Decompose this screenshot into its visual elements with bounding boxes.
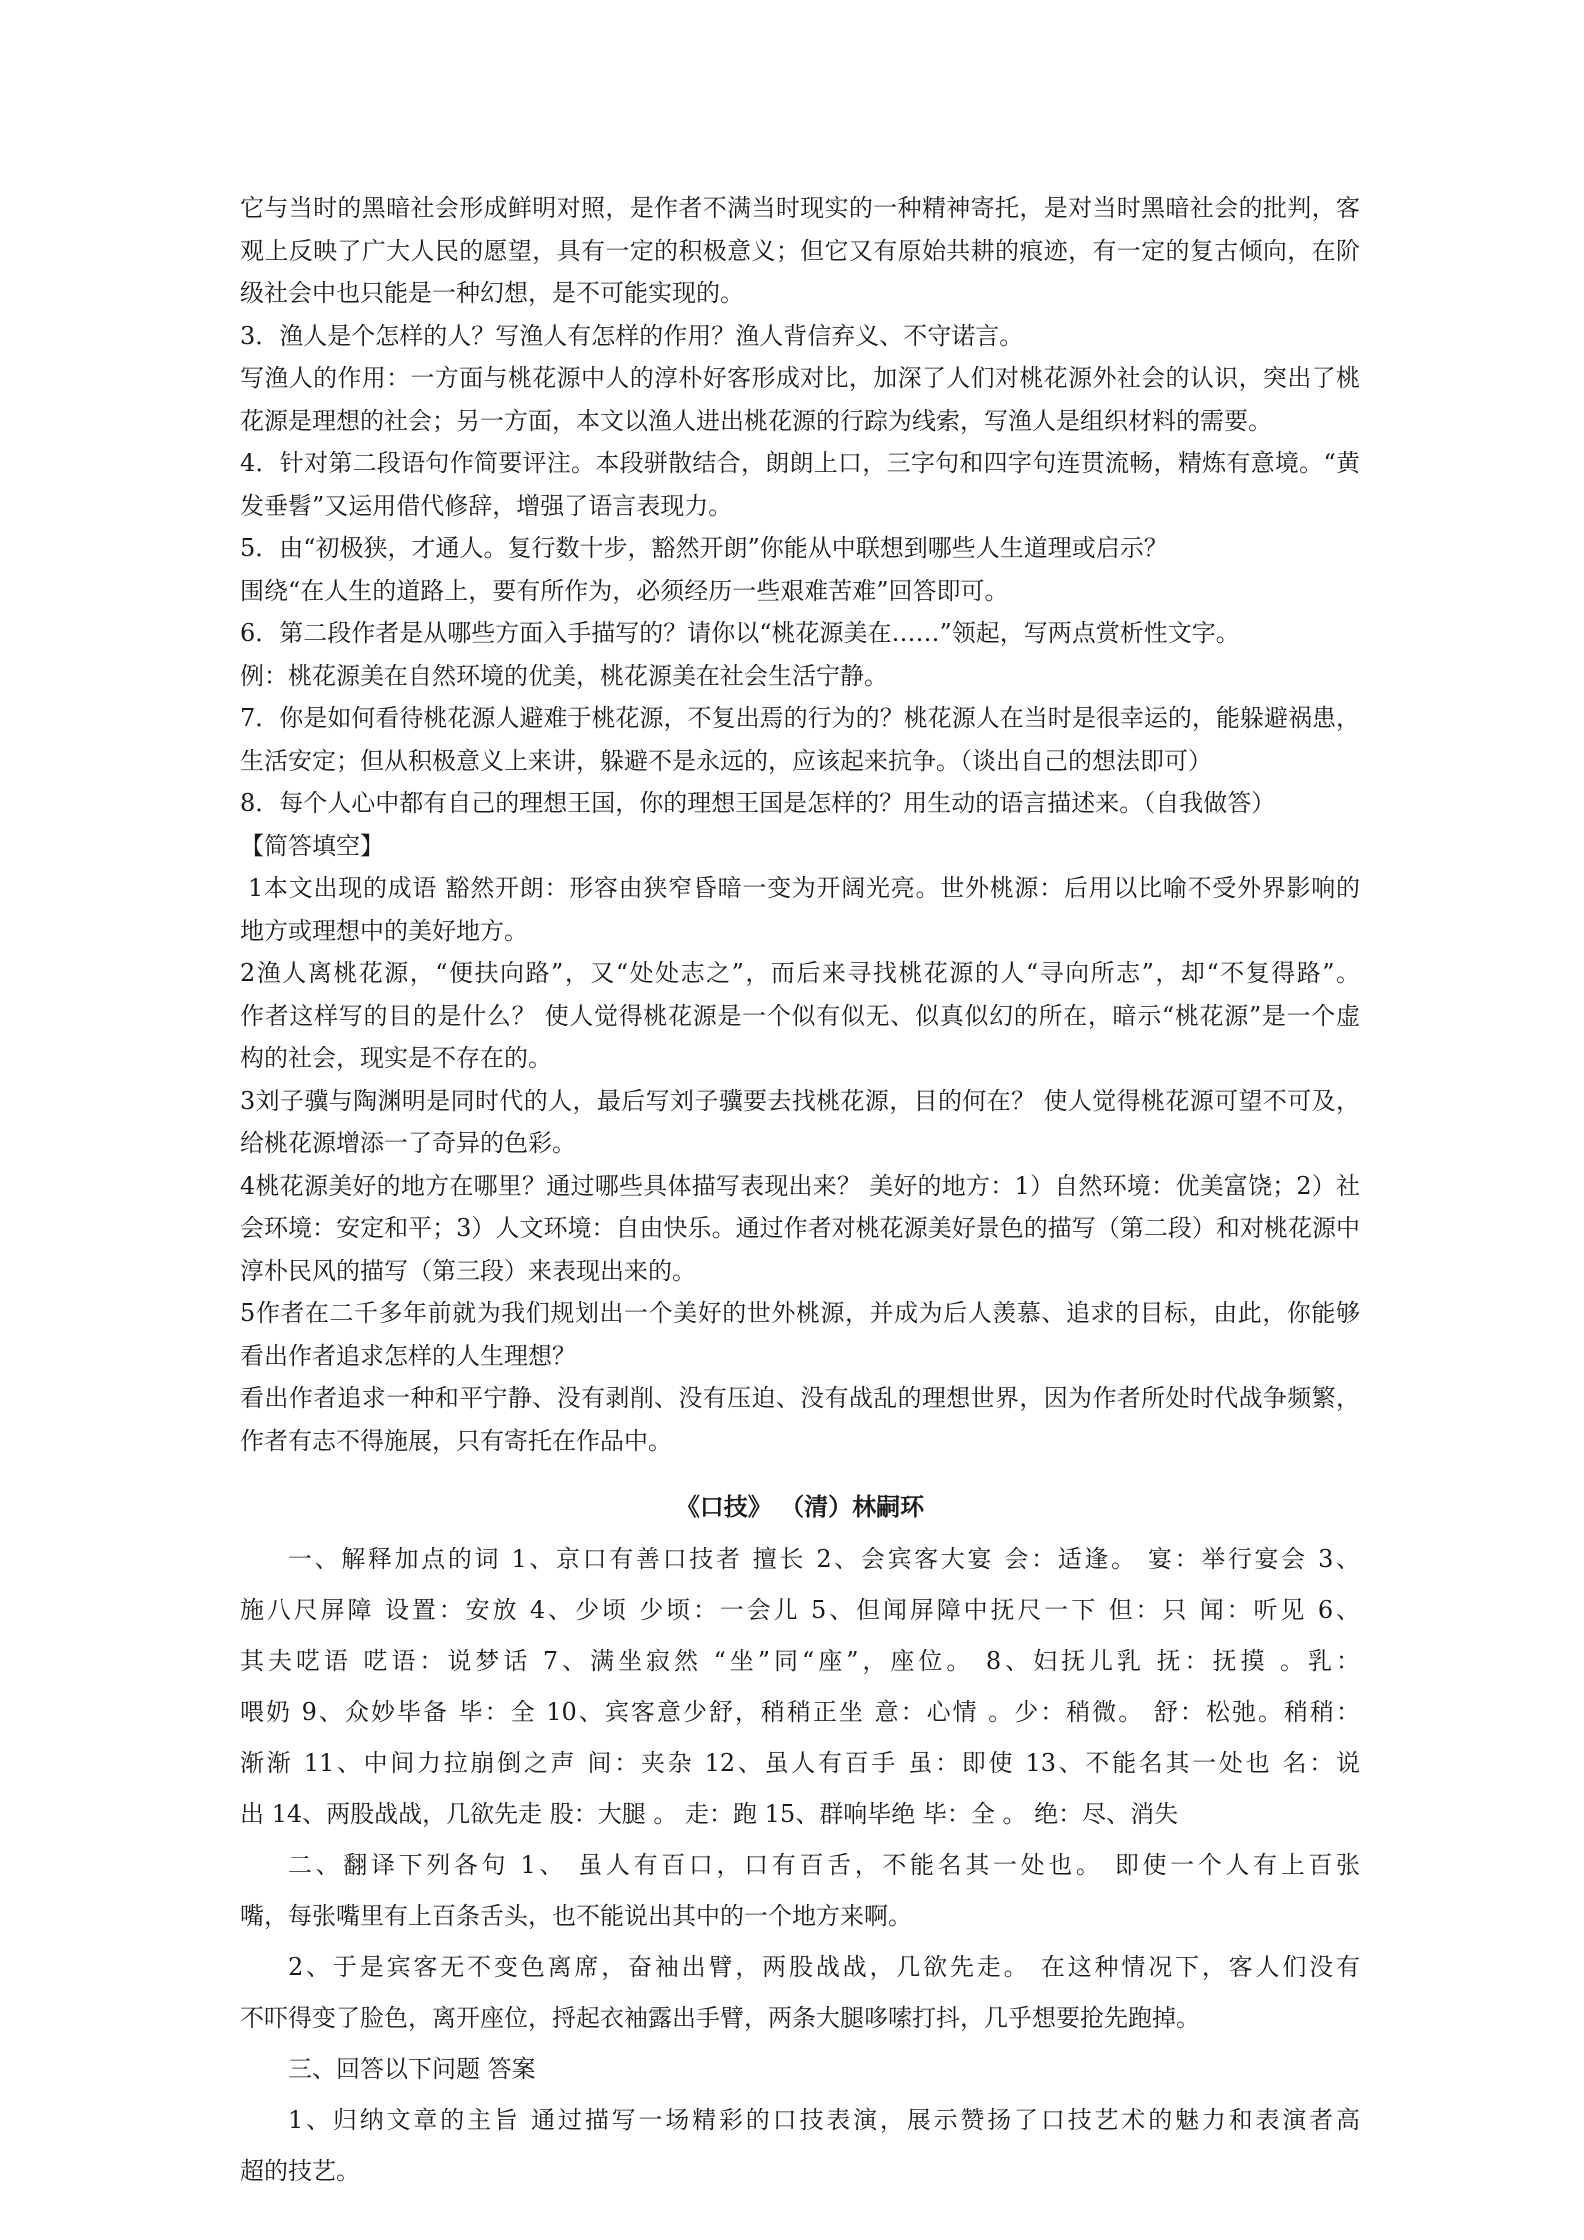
taohuayuan-answers (240, 190, 1360, 1459)
text-line: 三、回答以下问题 答案 (288, 2054, 536, 2083)
text-line: 会环境：安定和平；3）人文环境：自由快乐。通过作者对桃花源美好景色的描写（第二段）和对桃花源中 (240, 1214, 1360, 1242)
text-line: 观上反映了广大人民的愿望，具有一定的积极意义；但它又有原始共耕的痕迹，有一定的复古倾向，在阶 (240, 236, 1360, 265)
section-heading: 【简答填空】 (240, 831, 384, 860)
text-line: 二、翻译下列各句 1、 虽人有百口，口有百舌，不能名其一处也。 即使一个人有上百张 (288, 1850, 1360, 1879)
text-line: 地方或理想中的美好地方。 (240, 916, 528, 945)
text-line: 渐渐 11、中间力拉崩倒之声 间：夹杂 12、虽人有百手 虽：即使 13、不能名其一处也 名：说 (240, 1748, 1360, 1777)
text-line: 1本文出现的成语 豁然开朗：形容由狭窄昏暗一变为开阔光亮。世外桃源：后用以比喻不受外界影响的 (248, 874, 1360, 902)
text-line: 作者有志不得施展，只有寄托在作品中。 (240, 1426, 672, 1455)
question-line: 5．由“初极狭，才通人。复行数十步，豁然开朗”你能从中联想到哪些人生道理或启示？ (240, 534, 1168, 562)
text-line: 4桃花源美好的地方在哪里？通过哪些具体描写表现出来？ 美好的地方：1）自然环境：优美富饶；2）社 (240, 1171, 1360, 1200)
text-line: 构的社会，现实是不存在的。 (240, 1044, 552, 1072)
text-line: 看出作者追求一种和平宁静、没有剥削、没有压迫、没有战乱的理想世界，因为作者所处时代战争频繁， (240, 1384, 1360, 1412)
text-line: 2、于是宾客无不变色离席，奋袖出臂，两股战战，几欲先走。 在这种情况下，客人们没有 (288, 1952, 1360, 1981)
text-line: 围绕“在人生的道路上，要有所作为，必须经历一些艰难苦难”回答即可。 (240, 576, 1009, 605)
text-line: 其夫呓语 呓语：说梦话 7、满坐寂然 “坐”同“座”，座位。 8、妇抚儿乳 抚：抚摸 。乳： (240, 1646, 1360, 1675)
text-line: 生活安定；但从积极意义上来讲，躲避不是永远的，应该起来抗争。（谈出自己的想法即可） (240, 746, 1212, 775)
question-line: 7．你是如何看待桃花源人避难于桃花源，不复出焉的行为的？桃花源人在当时是很幸运的，能躲避祸患， (240, 704, 1360, 732)
text-line: 超的技艺。 (240, 2156, 360, 2185)
text-line: 嘴，每张嘴里有上百条舌头，也不能说出其中的一个地方来啊。 (240, 1901, 912, 1930)
text-line: 2渔人离桃花源，“便扶向路”，又“处处志之”，而后来寻找桃花源的人“寻向所志”，却“不复得路”。 (240, 959, 1360, 987)
question-line: 8．每个人心中都有自己的理想王国，你的理想王国是怎样的？用生动的语言描述来。（自我做答） (240, 789, 1276, 817)
section-title: 《口技》 （清）林嗣环 (675, 1492, 925, 1521)
text-line: 不吓得变了脸色，离开座位，捋起衣袖露出手臂，两条大腿哆嗦打抖，几乎想要抢先跑掉。 (240, 2003, 1200, 2032)
question-line: 3．渔人是个怎样的人？写渔人有怎样的作用？渔人背信弃义、不守诺言。 (240, 321, 1024, 350)
text-line: 给桃花源增添一了奇异的色彩。 (240, 1129, 576, 1157)
text-line: 看出作者追求怎样的人生理想？ (240, 1341, 576, 1370)
text-line: 花源是理想的社会；另一方面，本文以渔人进出桃花源的行踪为线索，写渔人是组织材料的需要。 (240, 406, 1272, 435)
question-line: 6．第二段作者是从哪些方面入手描写的？请你以“桃花源美在……”领起，写两点赏析性文字。 (240, 619, 1240, 647)
text-line: 施八尺屏障 设置：安放 4、少顷 少顷：一会儿 5、但闻屏障中抚尺一下 但：只 闻：听见 6、 (240, 1595, 1360, 1624)
text-line: 出 14、两股战战，几欲先走 股：大腿 。 走：跑 15、群响毕绝 毕：全 。 绝：尽、消失 (240, 1799, 1179, 1828)
text-line: 1、归纳文章的主旨 通过描写一场精彩的口技表演，展示赞扬了口技艺术的魅力和表演者高 (288, 2105, 1360, 2134)
text-line: 作者这样写的目的是什么？ 使人觉得桃花源是一个似有似无、似真似幻的所在，暗示“桃花源”是一个虚 (240, 1001, 1360, 1030)
text-line: 喂奶 9、众妙毕备 毕：全 10、宾客意少舒，稍稍正坐 意：心情 。少：稍微。 舒：松弛。稍稍： (240, 1697, 1360, 1726)
text-line: 它与当时的黑暗社会形成鲜明对照，是作者不满当时现实的一种精神寄托，是对当时黑暗社会的批判，客 (240, 194, 1360, 222)
text-line: 发垂髫”又运用借代修辞，增强了语言表现力。 (240, 491, 733, 520)
kouji-answers (240, 1541, 1360, 2189)
document-page (240, 190, 1360, 2204)
text-line: 级社会中也只能是一种幻想，是不可能实现的。 (240, 279, 744, 307)
text-line: 一、解释加点的词 1、京口有善口技者 擅长 2、会宾客大宴 会：适逢。 宴：举行宴会 3、 (288, 1544, 1360, 1573)
text-line: 5作者在二千多年前就为我们规划出一个美好的世外桃源，并成为后人羡慕、追求的目标，由此，你能够 (240, 1299, 1360, 1327)
question-line: 4．针对第二段语句作简要评注。本段骈散结合，朗朗上口，三字句和四字句连贯流畅，精炼有意境。“黄 (240, 449, 1360, 477)
text-line: 写渔人的作用：一方面与桃花源中人的淳朴好客形成对比，加深了人们对桃花源外社会的认识，突出了桃 (240, 364, 1360, 392)
text-line: 淳朴民风的描写（第三段）来表现出来的。 (240, 1256, 696, 1285)
text-line: 例：桃花源美在自然环境的优美，桃花源美在社会生活宁静。 (240, 661, 888, 690)
text-line: 3刘子骥与陶渊明是同时代的人，最后写刘子骥要去找桃花源，目的何在？ 使人觉得桃花源可望不可及， (240, 1086, 1360, 1115)
